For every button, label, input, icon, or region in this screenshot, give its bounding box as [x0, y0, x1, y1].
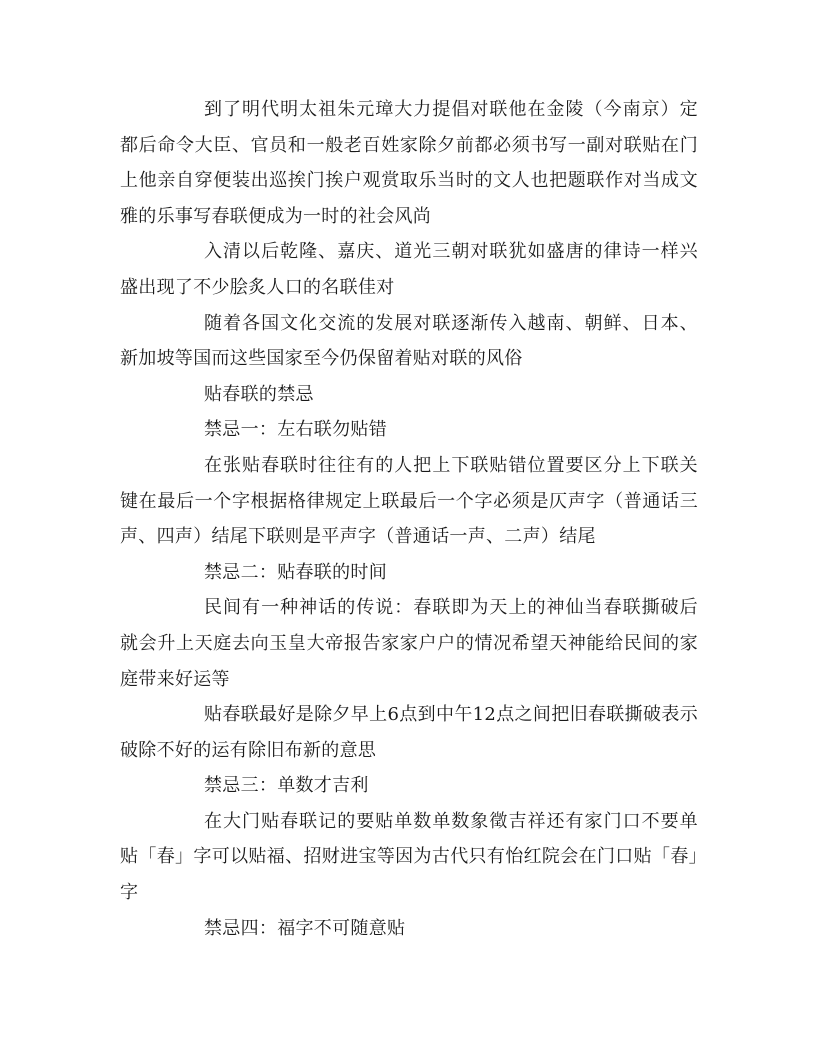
taboo-four-heading: 禁忌四：福字不可随意贴	[204, 917, 406, 939]
taboo-one-heading: 禁忌一：左右联勿贴错	[204, 419, 387, 441]
taboo-three-paragraph: 在大门贴春联记的要贴单数单数象徵吉祥还有家门口不要单贴「春」字可以贴福、招财进宝等因为古代只有怡红院会在门口贴「春」字	[120, 810, 698, 904]
taboo-two-heading: 禁忌二：贴春联的时间	[204, 561, 387, 583]
paragraph-qing-dynasty: 入清以后乾隆、嘉庆、道光三朝对联犹如盛唐的律诗一样兴盛出现了不少脍炙人口的名联佳对	[120, 241, 698, 298]
paragraph-ming-dynasty: 到了明代明太祖朱元璋大力提倡对联他在金陵（今南京）定都后命令大臣、官员和一般老百姓家除夕前都必须书写一副对联贴在门上他亲自穿便装出巡挨门挨户观赏取乐当时的文人也把题联作对当成文雅的乐事写春联便成为一时的社会风尚	[120, 99, 698, 227]
taboo-two-paragraph-legend: 民间有一种神话的传说：春联即为天上的神仙当春联撕破后就会升上天庭去向玉皇大帝报告家家户户的情况希望天神能给民间的家庭带来好运等	[120, 597, 698, 690]
document-body	[120, 92, 698, 946]
taboo-two-paragraph-time: 贴春联最好是除夕早上6点到中午12点之间把旧春联撕破表示破除不好的运有除旧布新的意思	[120, 704, 698, 761]
section-heading-taboos: 贴春联的禁忌	[204, 383, 314, 405]
paragraph-cultural-exchange: 随着各国文化交流的发展对联逐渐传入越南、朝鲜、日本、新加坡等国而这些国家至今仍保留着贴对联的风俗	[120, 312, 698, 370]
taboo-three-heading: 禁忌三：单数才吉利	[204, 775, 369, 797]
taboo-one-paragraph: 在张贴春联时往往有的人把上下联贴错位置要区分上下联关键在最后一个字根据格律规定上联最后一个字必须是仄声字（普通话三声、四声）结尾下联则是平声字（普通话一声、二声）结尾	[120, 454, 698, 548]
